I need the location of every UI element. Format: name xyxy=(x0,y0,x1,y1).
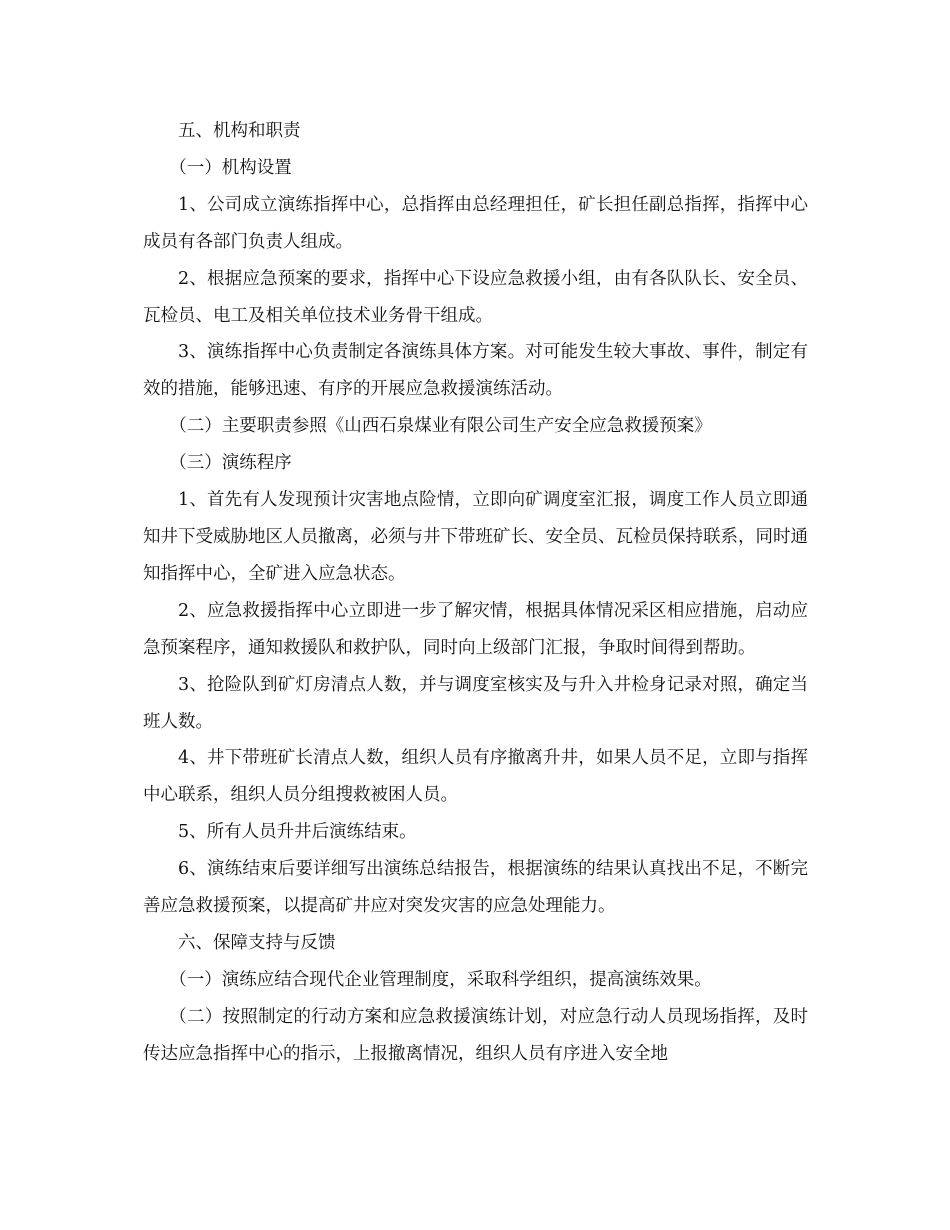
subsection-heading: （三）演练程序 xyxy=(169,453,292,474)
paragraph: 3、抢险队到矿灯房清点人数，并与调度室核实及与升入井检身记录对照，确定当班人数。 xyxy=(143,674,808,732)
subsection-paragraph: （二）按照制定的行动方案和应急救援演练计划，对应急行动人员现场指挥，及时传达应急指挥中心的指示，上报撤离情况，组织人员有序进入安全地 xyxy=(143,1006,808,1064)
subsection-paragraph: （一）演练应结合现代企业管理制度，采取科学组织，提高演练效果。 xyxy=(169,969,712,990)
paragraph: 1、公司成立演练指挥中心，总指挥由总经理担任，矿长担任副总指挥，指挥中心成员有各部门负责人组成。 xyxy=(143,194,808,252)
paragraph: 6、演练结束后要详细写出演练总结报告，根据演练的结果认真找出不足，不断完善应急救援预案，以提高矿井应对突发灾害的应急处理能力。 xyxy=(143,859,808,917)
section-heading-5: 五、机构和职责 xyxy=(178,121,301,141)
subsection-heading: （一）机构设置 xyxy=(169,157,292,178)
section-heading-6: 六、保障支持与反馈 xyxy=(178,932,336,953)
paragraph: 2、根据应急预案的要求，指挥中心下设应急救援小组，由有各队队长、安全员、瓦检员、电工及相关单位技术业务骨干组成。 xyxy=(143,268,808,326)
subsection-heading: （二）主要职责参照《山西石泉煤业有限公司生产安全应急救援预案》 xyxy=(169,416,712,437)
paragraph: 1、首先有人发现预计灾害地点险情，立即向矿调度室汇报，调度工作人员立即通知井下受威胁地区人员撤离，必须与井下带班矿长、安全员、瓦检员保持联系，同时通知指挥中心，全矿进入应急状态。 xyxy=(143,490,808,584)
paragraph: 5、所有人员升井后演练结束。 xyxy=(178,822,417,843)
paragraph: 3、演练指挥中心负责制定各演练具体方案。对可能发生较大事故、事件，制定有效的措施，能够迅速、有序的开展应急救援演练活动。 xyxy=(143,342,808,400)
document-body xyxy=(143,113,808,1073)
paragraph: 4、井下带班矿长清点人数，组织人员有序撤离升井，如果人员不足，立即与指挥中心联系，组织人员分组搜救被困人员。 xyxy=(143,748,808,806)
paragraph: 2、应急救援指挥中心立即进一步了解灾情，根据具体情况采区相应措施，启动应急预案程序，通知救援队和救护队，同时向上级部门汇报，争取时间得到帮助。 xyxy=(143,600,808,658)
